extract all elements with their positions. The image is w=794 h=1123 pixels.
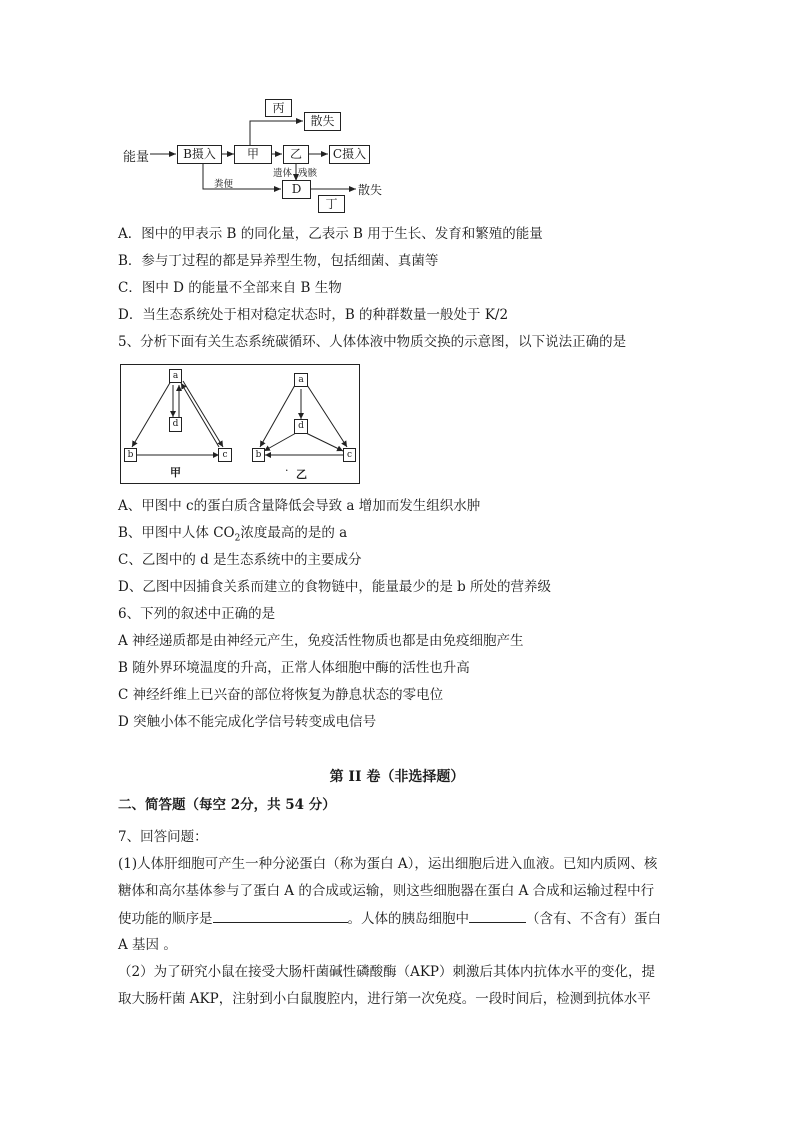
q7-part1-line3-text-end: （含有、不含有）蛋白 [526,911,661,927]
q5-stem: 5、分析下面有关生态系统碳循环、人体体液中物质交换的示意图，以下说法正确的是 [118,334,627,350]
q4-option-a: A．图中的甲表示 B 的同化量，乙表示 B 用于生长、发育和繁殖的能量 [118,226,543,242]
q7-part1-line4: A 基因 。 [118,937,177,953]
answer-blank-organelle-order[interactable] [213,908,348,923]
q5-option-b [118,523,347,549]
q5-option-b-text-end: 浓度最高的是的 a [240,525,348,541]
d-box: D [282,180,311,199]
fig-jia-label: 甲 [170,466,181,479]
answer-blank-gene-presence[interactable] [469,908,526,923]
q7-part2-line2: 取大肠杆菌 AKP，注射到小白鼠腹腔内，进行第一次免疫。一段时间后，检测到抗体水平 [118,991,651,1007]
q7-part1-line3 [118,908,661,929]
q5-option-d: D、乙图中因捕食关系而建立的食物链中，能量最少的是 b 所处的营养级 [118,579,552,595]
q5-option-b-subscript: 2 [234,533,241,544]
fig-yi-label: 乙 [296,468,307,481]
fig-yi-node-c: c [343,448,356,462]
fig-yi-mark: · [285,464,289,477]
feces-label: 粪便 [214,179,234,190]
q7-part1-line2: 糖体和高尔基体参与了蛋白 A 的合成或运输，则这些细胞器在蛋白 A 合成和运输过程中行 [118,883,655,899]
residues-label: 残骸 [298,168,318,179]
q5-option-c: C、乙图中的 d 是生态系统中的主要成分 [118,552,362,568]
remains-label: 遗体 [273,168,293,179]
q7-part1-line1: (1)人体肝细胞可产生一种分泌蛋白（称为蛋白 A），运出细胞后进入血液。已知内质网、核 [118,856,658,872]
yi-box: 乙 [283,145,309,164]
fig-jia-node-d: d [169,417,182,432]
q6-option-d: D 突触小体不能完成化学信号转变成电信号 [118,714,377,730]
b-intake-box: B摄入 [177,145,222,164]
q4-option-c: C．图中 D 的能量不全部来自 B 生物 [118,280,342,296]
dissipate-bottom-label: 散失 [358,183,383,197]
q6-option-c: C 神经纤维上已兴奋的部位将恢复为静息状态的零电位 [118,687,444,703]
energy-diagram-arrows [0,0,794,220]
fig-yi-node-d: d [294,419,308,434]
dissipate-top-box: 散失 [304,112,341,131]
q6-option-b: B 随外界环境温度的升高，正常人体细胞中酶的活性也升高 [118,660,470,676]
q7-part1-line3-text: 使功能的顺序是 [118,911,213,927]
q5-option-a: A、甲图中 c的蛋白质含量降低会导致 a 增加而发生组织水肿 [118,498,481,514]
jia-box: 甲 [234,145,272,164]
fig-yi-node-b: b [252,448,265,462]
q6-option-a: A 神经递质都是由神经元产生，免疫活性物质也都是由免疫细胞产生 [118,633,524,649]
q7-stem: 7、回答问题： [118,829,208,845]
fig-yi-node-a: a [294,373,308,387]
section-heading: 二、简答题（每空 2分，共 54 分） [118,797,336,813]
q6-stem: 6、下列的叙述中正确的是 [118,606,276,622]
ding-box: 丁 [318,195,345,213]
energy-input-label: 能量 [123,150,150,165]
fig-jia-node-a: a [169,369,182,383]
fig-jia-node-b: b [124,448,137,462]
q5-option-b-text: B、甲图中人体 CO [118,525,235,541]
q7-part1-line3-text-mid: 。人体的胰岛细胞中 [347,911,469,927]
bing-box: 丙 [265,99,292,117]
q4-option-d: D．当生态系统处于相对稳定状态时，B 的种群数量一般处于 K/2 [118,307,509,323]
q5-figure-arrows [121,365,358,482]
section-title: 第 II 卷（非选择题） [329,769,465,785]
c-intake-box: C摄入 [329,145,370,164]
fig-jia-node-c: c [218,448,232,462]
q7-part2-line1: （2）为了研究小鼠在接受大肠杆菌碱性磷酸酶（AKP）刺激后其体内抗体水平的变化，提 [118,964,656,980]
q4-option-b: B．参与丁过程的都是异养型生物，包括细菌、真菌等 [118,253,439,269]
q5-figure [120,364,360,484]
